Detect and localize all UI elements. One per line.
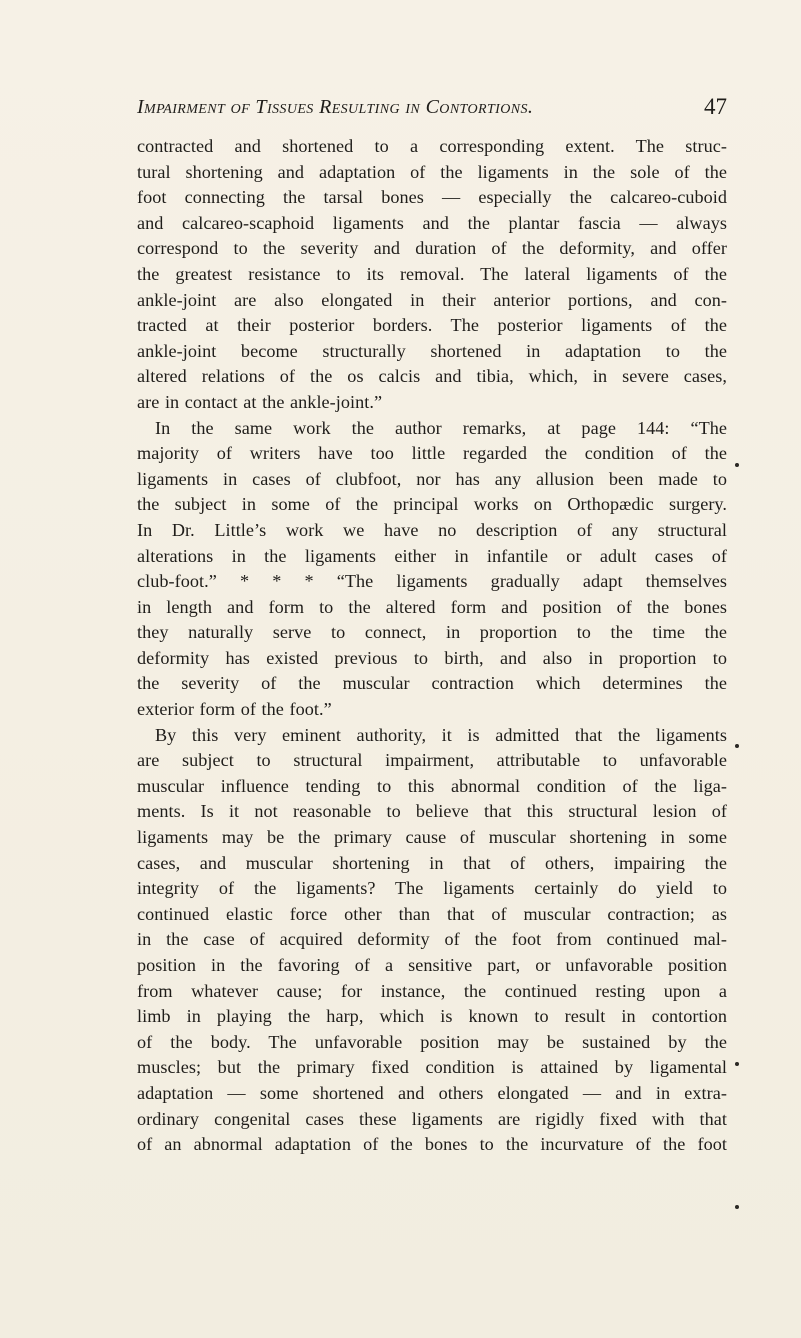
text-line: of the body. The unfavorable position may be sustained by the: [137, 1031, 727, 1052]
text-line: In the same work the author remarks, at page 144: “The: [155, 417, 727, 438]
text-line: ankle-joint become structurally shortened in adaptation to the: [137, 340, 727, 361]
body-text: [137, 134, 727, 1158]
running-title: Impairment of Tissues Resulting in Contortions.: [137, 96, 534, 118]
text-line: of an abnormal adaptation of the bones to the incurvature of the foot: [137, 1134, 727, 1155]
text-line: ments. Is it not reasonable to believe that this structural lesion of: [137, 801, 727, 822]
text-line: limb in playing the harp, which is known to result in contortion: [137, 1006, 727, 1027]
margin-speck: [735, 744, 739, 748]
text-line: position in the favoring of a sensitive part, or unfavorable position: [137, 955, 727, 975]
text-line: tracted at their posterior borders. The posterior ligaments of the: [137, 315, 727, 336]
text-line: muscular influence tending to this abnormal condition of the liga-: [137, 775, 727, 796]
text-line: exterior form of the foot.”: [137, 699, 332, 720]
text-line: continued elastic force other than that of muscular contraction; as: [137, 903, 727, 924]
margin-speck: [735, 1205, 739, 1209]
text-line: ordinary congenital cases these ligaments are rigidly fixed with that: [137, 1108, 727, 1129]
margin-speck: [735, 463, 739, 467]
text-line: cases, and muscular shortening in that of others, impairing the: [137, 852, 727, 873]
text-line: muscles; but the primary fixed condition is attained by ligamental: [137, 1057, 727, 1078]
text-line: tural shortening and adaptation of the ligaments in the sole of the: [137, 161, 727, 182]
margin-speck: [735, 1062, 739, 1066]
text-line: are in contact at the ankle-joint.”: [137, 391, 383, 412]
text-line: integrity of the ligaments? The ligaments certainly do yield to: [137, 878, 727, 899]
text-line: altered relations of the os calcis and tibia, which, in severe cases,: [137, 366, 727, 387]
text-line: majority of writers have too little regarded the condition of the: [137, 443, 727, 464]
running-head: [137, 96, 727, 126]
text-line: By this very eminent authority, it is admitted that the ligaments: [155, 724, 727, 745]
text-line: from whatever cause; for instance, the continued resting upon a: [137, 980, 727, 1001]
text-line: club-foot.” * * * “The ligaments gradually adapt themselves: [137, 571, 727, 592]
text-line: the greatest resistance to its removal. The lateral ligaments of the: [137, 263, 727, 284]
text-line: and calcareo-scaphoid ligaments and the plantar fascia — always: [137, 212, 727, 233]
text-line: the severity of the muscular contraction which determines the: [137, 673, 727, 694]
text-line: adaptation — some shortened and others elongated — and in extra-: [137, 1082, 727, 1103]
text-line: foot connecting the tarsal bones — especially the calcareo-cuboid: [137, 187, 727, 208]
text-line: correspond to the severity and duration of the deformity, and offer: [137, 238, 727, 259]
text-line: in length and form to the altered form and position of the bones: [137, 596, 727, 617]
text-line: deformity has existed previous to birth, and also in proportion to: [137, 647, 727, 668]
text-line: they naturally serve to connect, in proportion to the time the: [137, 622, 727, 643]
text-line: ligaments in cases of clubfoot, nor has any allusion been made to: [137, 468, 727, 489]
text-line: ligaments may be the primary cause of muscular shortening in some: [137, 827, 727, 848]
text-line: In Dr. Little’s work we have no description of any structural: [137, 519, 727, 540]
text-line: ankle-joint are also elongated in their anterior portions, and con-: [137, 289, 727, 310]
text-line: the subject in some of the principal works on Orthopædic surgery.: [137, 494, 727, 515]
text-line: are subject to structural impairment, attributable to unfavorable: [137, 750, 727, 771]
text-line: alterations in the ligaments either in infantile or adult cases of: [137, 545, 727, 566]
page-number: 47: [704, 94, 727, 119]
text-line: contracted and shortened to a corresponding extent. The struc-: [137, 136, 727, 156]
text-line: in the case of acquired deformity of the foot from continued mal-: [137, 929, 727, 950]
